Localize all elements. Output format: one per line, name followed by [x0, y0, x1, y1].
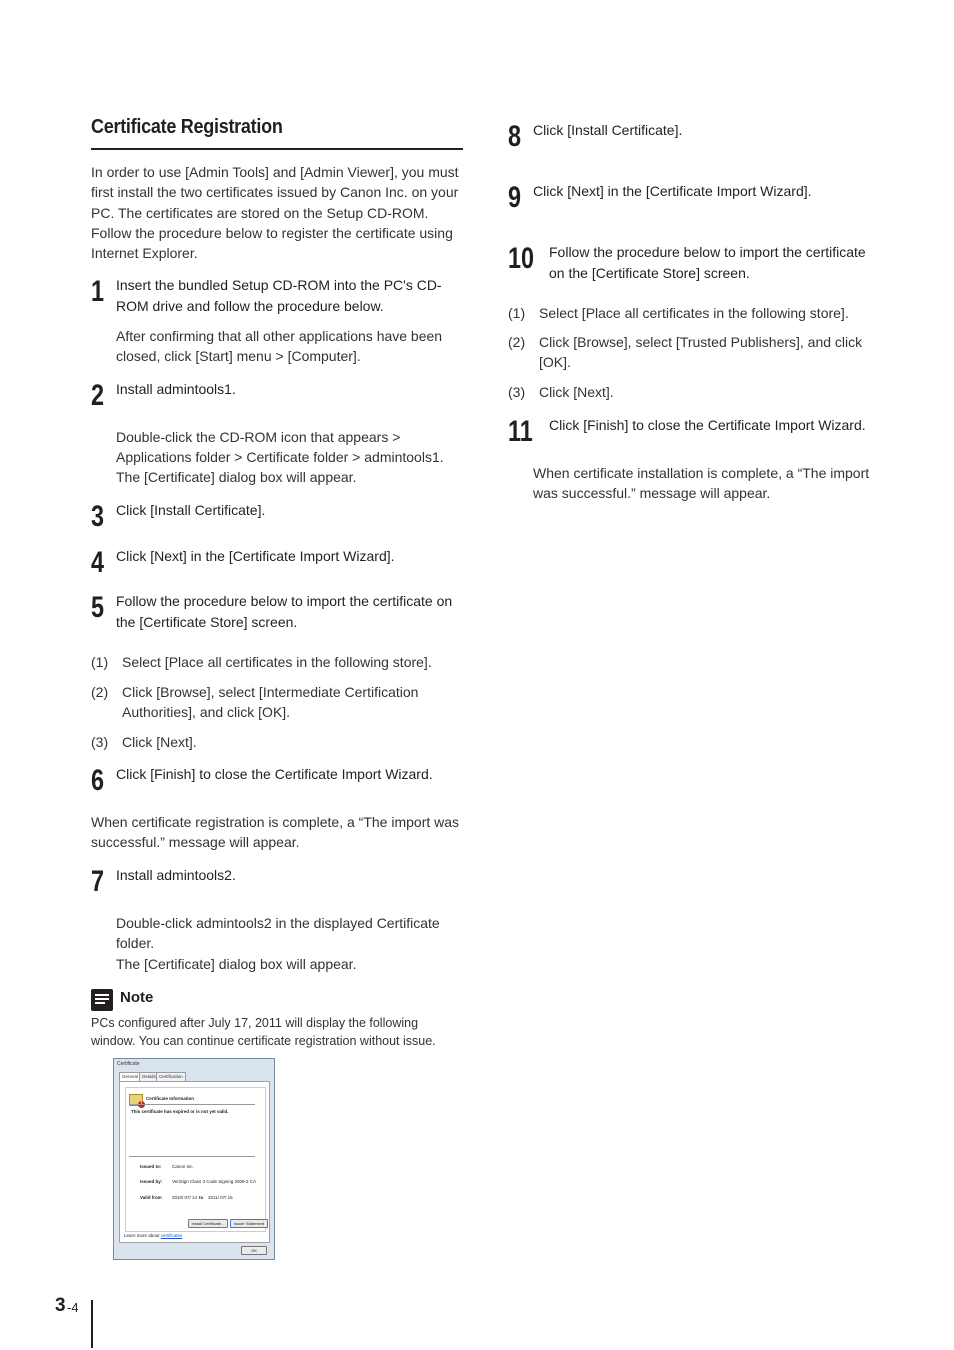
step-number-1: 1	[91, 275, 105, 308]
list-item-text: Select [Place all certificates in the following store].	[122, 654, 432, 670]
list-item-number: (3)	[508, 384, 526, 400]
step-5-text: Follow the procedure below to import the certificate on the [Certificate Store] screen.	[116, 593, 453, 630]
note-icon	[91, 989, 113, 1011]
step-2-detail: Double-click the CD-ROM icon that appears > Applications folder > Certificate folder > admintools1.	[116, 429, 444, 466]
list-item	[508, 382, 883, 402]
ok-button[interactable]: OK	[241, 1246, 267, 1255]
page-marker-bar	[91, 1300, 93, 1348]
step-7-text: Install admintools2.	[116, 867, 236, 883]
certificate-info-title: Certificate Information	[146, 1096, 195, 1101]
step-7-result: The [Certificate] dialog box will appear.	[116, 956, 357, 972]
intro-paragraph: In order to use [Admin Tools] and [Admin Viewer], you must first install the two certificates issued by Canon Inc. on your PC. The certificates are stored on the Setup CD-ROM. Follow the procedure below to register the certificate using Internet Explorer.	[91, 164, 459, 262]
step-11-text: Click [Finish] to close the Certificate Import Wizard.	[549, 417, 866, 433]
issued-by-value: VeriSign Class 3 Code Signing 2009-2 CA	[172, 1179, 257, 1184]
step-1-text: Insert the bundled Setup CD-ROM into the PC's CD-ROM drive and follow the procedure below.	[116, 277, 442, 314]
step-3-text: Click [Install Certificate].	[116, 502, 266, 518]
list-item-text: Click [Next].	[539, 384, 614, 400]
note-label: Note	[120, 989, 154, 1006]
dialog-title: Certificate	[117, 1061, 140, 1067]
step-number-9: 9	[508, 181, 522, 214]
chapter-number: 3	[55, 1295, 66, 1316]
step-number-4: 4	[91, 546, 105, 579]
step-7-detail: Double-click admintools2 in the displayed Certificate folder.	[116, 915, 440, 952]
certificate-dialog-screenshot	[113, 1058, 275, 1260]
step-number-8: 8	[508, 120, 522, 153]
step-6-text: Click [Finish] to close the Certificate Import Wizard.	[116, 766, 433, 782]
step-6-detail: When certificate registration is complete, a “The import was successful.” message will appear.	[91, 814, 460, 851]
list-item	[508, 332, 883, 373]
step-number-10: 10	[508, 242, 535, 275]
step-8-text: Click [Install Certificate].	[533, 122, 683, 138]
list-item	[91, 682, 463, 723]
list-item-number: (1)	[508, 305, 526, 321]
step-1-detail: After confirming that all other applications have been closed, click [Start] menu > [Computer].	[116, 328, 443, 365]
valid-to-word: to	[199, 1195, 204, 1200]
certificate-info-box	[125, 1087, 266, 1232]
note-text: PCs configured after July 17, 2011 will display the following window. You can continue certificate registration without issue.	[91, 1016, 436, 1048]
issued-to-value: Canon Inc.	[172, 1164, 194, 1169]
install-certificate-button[interactable]: Install Certificate...	[188, 1219, 228, 1228]
list-item-text: Click [Browse], select [Intermediate Certification Authorities], and click [OK].	[122, 684, 419, 721]
list-item	[508, 303, 883, 323]
list-item-text: Click [Next].	[122, 734, 197, 750]
learn-more-text	[124, 1233, 182, 1238]
step-4-text: Click [Next] in the [Certificate Import Wizard].	[116, 548, 395, 564]
list-item-number: (3)	[91, 734, 109, 750]
step-number-3: 3	[91, 500, 105, 533]
list-item-number: (2)	[508, 334, 526, 350]
title-rule	[91, 148, 463, 150]
issued-to-label: Issued to:	[140, 1164, 162, 1169]
tab-general[interactable]: General	[119, 1072, 141, 1082]
step-number-7: 7	[91, 865, 105, 898]
step-number-11: 11	[508, 415, 533, 448]
tab-details[interactable]: Details	[139, 1072, 159, 1082]
list-item	[91, 732, 463, 752]
issuer-statement-button[interactable]: Issuer Statement	[230, 1219, 268, 1228]
learn-more-label: Learn more about	[124, 1233, 160, 1238]
valid-from-label: Valid from	[140, 1195, 162, 1200]
list-item-text: Select [Place all certificates in the following store].	[539, 305, 849, 321]
issued-by-label: Issued by:	[140, 1179, 163, 1184]
page-number: -4	[67, 1300, 79, 1315]
list-item-text: Click [Browse], select [Trusted Publishers], and click [OK].	[539, 334, 863, 371]
dialog-pane	[119, 1081, 270, 1243]
step-9-text: Click [Next] in the [Certificate Import Wizard].	[533, 183, 812, 199]
certificate-warning-text: This certificate has expired or is not yet valid.	[131, 1109, 229, 1114]
step-number-2: 2	[91, 379, 105, 412]
valid-to-value: 2011/ 07/ 15	[208, 1195, 233, 1200]
step-number-6: 6	[91, 764, 105, 797]
step-2-result: The [Certificate] dialog box will appear.	[116, 469, 357, 485]
list-item-number: (1)	[91, 654, 109, 670]
valid-from-value: 2010/ 07/ 14	[172, 1195, 198, 1200]
step-11-detail: When certificate installation is complete, a “The import was successful.” message will appear.	[533, 465, 870, 502]
tab-certification-path[interactable]: Certification	[156, 1072, 186, 1082]
step-2-text: Install admintools1.	[116, 381, 236, 397]
step-10-text: Follow the procedure below to import the certificate on the [Certificate Store] screen.	[549, 244, 866, 281]
section-title: Certificate Registration	[91, 116, 283, 138]
list-item	[91, 652, 463, 672]
step-number-5: 5	[91, 591, 105, 624]
certificates-link[interactable]: certificates	[160, 1233, 183, 1238]
list-item-number: (2)	[91, 684, 109, 700]
